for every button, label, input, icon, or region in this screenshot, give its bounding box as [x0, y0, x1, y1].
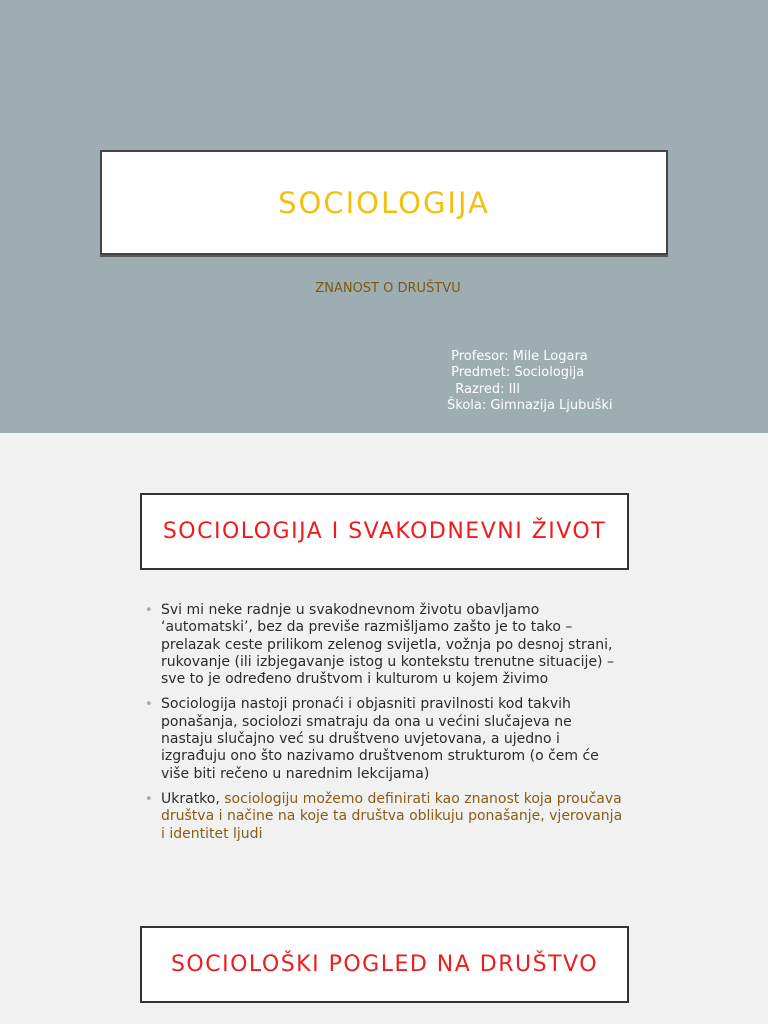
bullet-icon: •: [145, 603, 153, 618]
bullet-prefix: Ukratko,: [161, 790, 225, 807]
slide-heading: SOCIOLOGIJA I SVAKODNEVNI ŽIVOT: [162, 519, 607, 544]
author-info: [447, 349, 613, 414]
title-slide: [0, 0, 768, 433]
info-predmet: Predmet: Sociologija: [447, 365, 585, 381]
bullet-text: Sociologija nastoji pronaći i objasniti pravilnosti kod takvih ponašanja, sociolozi smatraju da ona u većini slučajeva ne nastaju slučajno već su društveno uvjetovana, a ujedno i izgrađuju ono što nazivamo društvenom strukturom (o čem će više biti rečeno u narednim lekcijama): [161, 696, 599, 782]
content-slide: [0, 433, 768, 1024]
info-profesor: Profesor: Mile Logara: [447, 349, 588, 364]
next-slide-heading: SOCIOLOŠKI POGLED NA DRUŠTVO: [170, 952, 599, 977]
heading-box: [140, 493, 629, 570]
bullet-icon: •: [145, 697, 153, 713]
bullet-icon: •: [145, 791, 153, 807]
title-box: [100, 150, 668, 255]
info-razred: Razred: III: [447, 381, 521, 397]
slide-subtitle: ZNANOST O DRUŠTVU: [315, 281, 461, 296]
bullet-list: [145, 602, 625, 851]
heading-box-next: [140, 926, 629, 1003]
bullet-text: Svi mi neke radnje u svakodnevnom životu obavljamo ‘automatski’, bez da previše razmišljamo zašto je to tako – prelazak ceste prilikom zelenog svijetla, vožnja po desnoj strani, rukovanje (ili izbjegavanje istog u kontekstu trenutne situacije) – sve to je određeno društvom i kulturom u kojem živimo: [161, 602, 614, 688]
slide-title: SOCIOLOGIJA: [278, 185, 490, 220]
info-skola: Škola: Gimnazija Ljubuški: [447, 397, 613, 413]
list-item: [145, 696, 625, 782]
list-item: [145, 602, 625, 688]
bullet-highlight: sociologiju možemo definirati kao znanost koja proučava društva i načine na koje ta društva oblikuju ponašanje, vjerovanja i identitet ljudi: [161, 790, 623, 842]
list-item: [145, 791, 625, 843]
